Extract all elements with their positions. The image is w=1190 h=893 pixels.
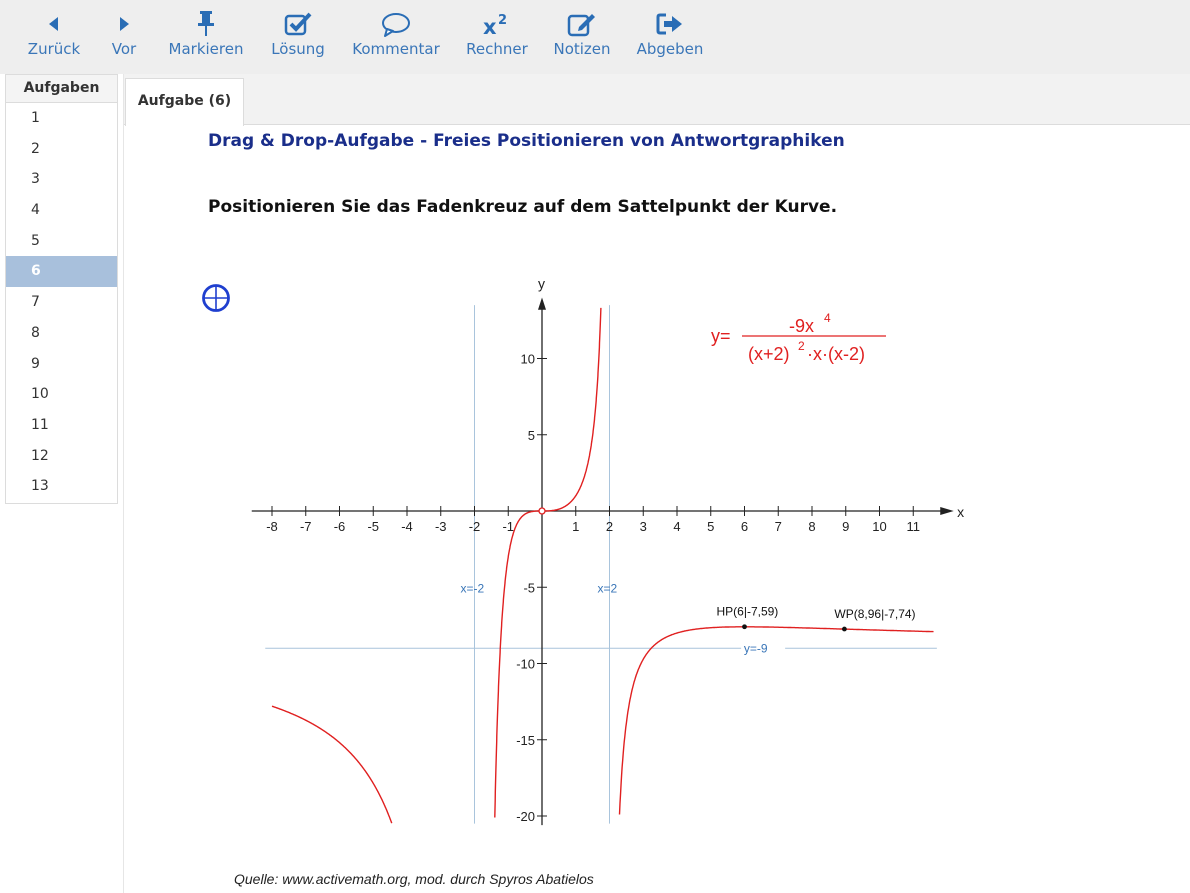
task-list-item[interactable]: 7 xyxy=(31,294,40,311)
x-tick-label: 10 xyxy=(872,519,887,534)
x-tick-label: 4 xyxy=(673,519,681,534)
asymptote-label: x=2 xyxy=(597,581,618,596)
formula-denominator-exponent: 2 xyxy=(798,339,805,353)
formula-denominator-b: ·x·(x-2) xyxy=(807,344,865,364)
x-tick-label: 8 xyxy=(808,519,816,534)
x-tick-label: -4 xyxy=(401,519,413,534)
task-list-header: Aufgaben xyxy=(6,75,117,103)
comment-button[interactable] xyxy=(346,8,446,68)
x-tick-label: -7 xyxy=(299,519,312,534)
task-list-item[interactable]: 3 xyxy=(31,171,40,188)
open-point xyxy=(539,508,545,514)
task-list-item[interactable]: 2 xyxy=(31,140,40,157)
forward-button[interactable] xyxy=(102,8,146,68)
task-list-item[interactable]: 5 xyxy=(31,232,40,249)
caret-right-icon xyxy=(116,14,132,34)
notes-label: Notizen xyxy=(553,40,611,58)
pushpin-icon xyxy=(195,10,217,38)
task-list xyxy=(5,74,118,504)
sign-out-icon xyxy=(655,11,685,37)
task-list-item[interactable]: 13 xyxy=(31,478,49,495)
submit-label: Abgeben xyxy=(636,40,704,58)
mark-label: Markieren xyxy=(168,40,244,58)
x-tick-label: -8 xyxy=(266,519,278,534)
task-list-item[interactable]: 4 xyxy=(31,202,40,219)
calculator-label: Rechner xyxy=(466,40,528,58)
toolbar xyxy=(0,0,1190,74)
x-axis-label: x xyxy=(957,504,965,520)
notes-button[interactable] xyxy=(549,8,615,68)
superscript-icon xyxy=(480,10,514,38)
x-tick-label: -5 xyxy=(367,519,380,534)
point-label-wp: WP(8,96|-7,74) xyxy=(834,607,916,622)
svg-text:2: 2 xyxy=(498,13,508,28)
x-tick-label: 2 xyxy=(605,519,614,534)
check-square-icon xyxy=(283,10,313,38)
y-axis-arrow xyxy=(538,298,546,310)
mark-button[interactable] xyxy=(163,8,249,68)
x-tick-label: 6 xyxy=(740,519,749,534)
calculator-button[interactable] xyxy=(462,8,532,68)
y-tick-label: 10 xyxy=(520,351,535,367)
formula-numerator-exponent: 4 xyxy=(824,311,831,325)
task-list-item[interactable]: 9 xyxy=(31,355,40,372)
task-list-item[interactable]: 10 xyxy=(31,386,49,403)
solution-button[interactable] xyxy=(266,8,330,68)
task-list-item[interactable]: 1 xyxy=(31,110,40,126)
svg-text:x: x xyxy=(483,15,497,38)
curve-branch xyxy=(495,308,601,818)
forward-label: Vor xyxy=(111,40,137,58)
task-list-item[interactable]: 8 xyxy=(31,324,40,341)
formula-prefix: y= xyxy=(711,326,731,346)
point-hp xyxy=(742,624,747,629)
x-axis-arrow xyxy=(940,507,954,515)
y-tick-label: 5 xyxy=(527,427,535,443)
x-tick-label: 11 xyxy=(906,519,920,534)
formula-denominator-a: (x+2) xyxy=(748,344,790,364)
task-list-item[interactable]: 12 xyxy=(31,447,49,464)
caret-left-icon xyxy=(46,14,62,34)
task-list-item[interactable]: 11 xyxy=(31,416,49,433)
asymptote-label: y=-9 xyxy=(743,641,768,656)
x-tick-label: 7 xyxy=(774,519,782,534)
task-panel xyxy=(123,74,1190,893)
task-question: Positionieren Sie das Fadenkreuz auf dem Sattelpunkt der Kurve. xyxy=(208,197,838,217)
asymptote-label: x=-2 xyxy=(460,581,485,596)
y-axis-label: y xyxy=(538,275,545,292)
formula-numerator: -9x xyxy=(789,316,815,336)
solution-label: Lösung xyxy=(271,40,325,58)
function-graph[interactable] xyxy=(124,74,1190,893)
y-tick-label: -15 xyxy=(516,732,535,748)
crosshair-icon[interactable] xyxy=(201,283,231,313)
y-tick-label: -10 xyxy=(516,656,535,672)
submit-button[interactable] xyxy=(633,8,707,68)
task-list-item-active[interactable]: 6 xyxy=(6,256,117,287)
back-button[interactable] xyxy=(22,8,86,68)
x-tick-label: -2 xyxy=(468,519,481,534)
x-tick-label: -3 xyxy=(434,519,447,534)
comment-icon xyxy=(380,11,412,37)
comment-label: Kommentar xyxy=(352,40,440,58)
x-tick-label: 3 xyxy=(639,519,647,534)
x-tick-label: -6 xyxy=(333,519,346,534)
task-title: Drag & Drop-Aufgabe - Freies Positionieren von Antwortgraphiken xyxy=(208,131,845,151)
tab-task[interactable]: Aufgabe (6) xyxy=(125,78,244,126)
point-label-hp: HP(6|-7,59) xyxy=(716,604,779,619)
edit-icon xyxy=(566,10,598,38)
source-note: Quelle: www.activemath.org, mod. durch Spyros Abatielos xyxy=(234,871,594,887)
x-tick-label: 1 xyxy=(572,519,580,534)
back-label: Zurück xyxy=(27,40,81,58)
x-tick-label: 9 xyxy=(842,519,850,534)
y-tick-label: -20 xyxy=(516,809,535,824)
x-tick-label: 5 xyxy=(707,519,715,534)
x-tick-label: -1 xyxy=(502,519,515,534)
curve-branch xyxy=(272,706,392,823)
y-tick-label: -5 xyxy=(523,580,535,596)
point-wp xyxy=(842,627,847,632)
